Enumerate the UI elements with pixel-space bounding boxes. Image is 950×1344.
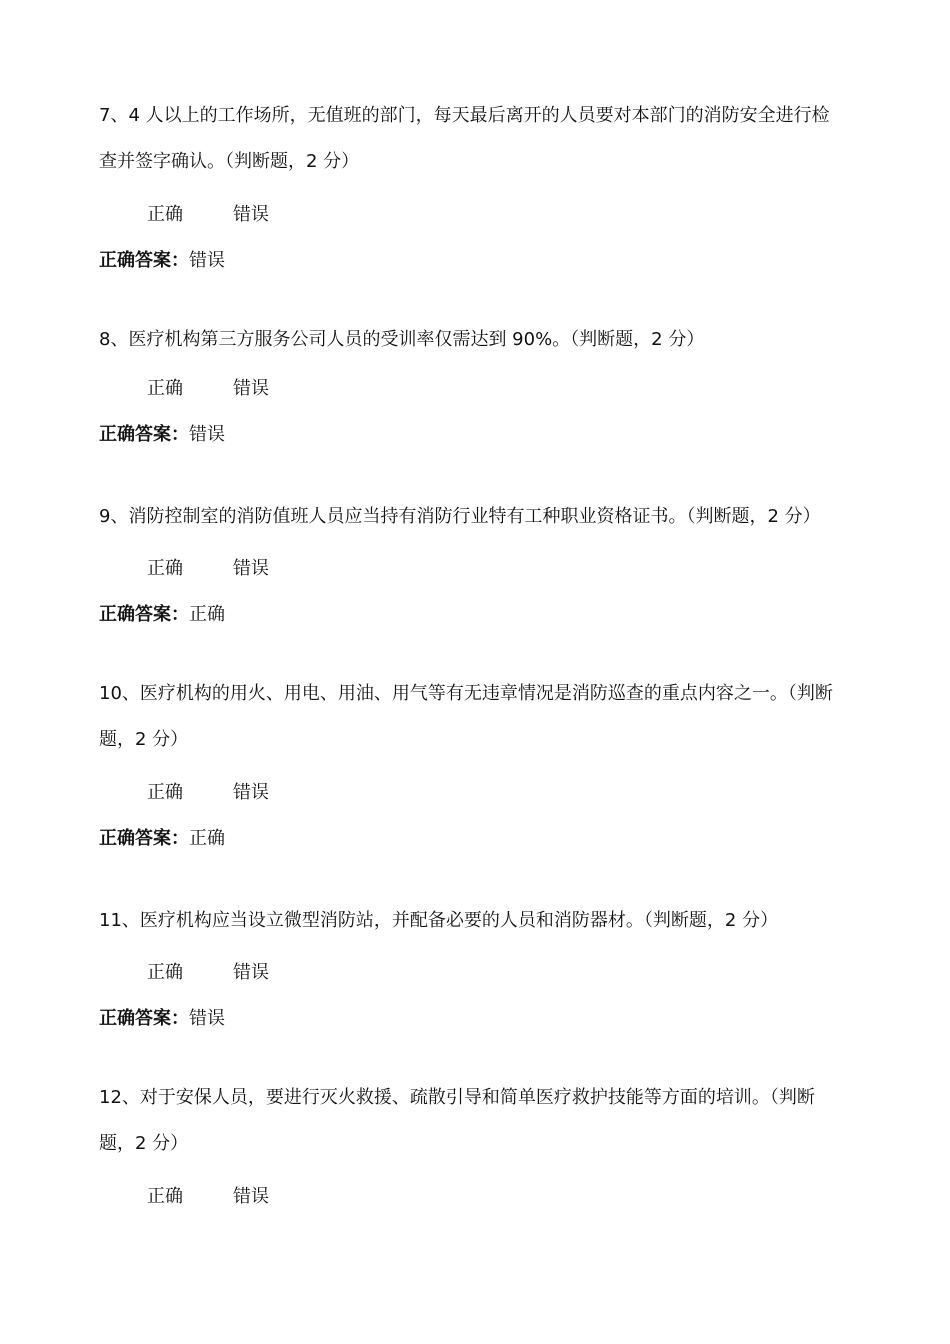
option-correct[interactable]: 正确 (147, 1186, 183, 1207)
answer-value: 错误 (189, 424, 225, 445)
answer-label: 正确答案： (99, 250, 189, 271)
question-11-answer (99, 1007, 225, 1031)
option-wrong[interactable]: 错误 (233, 378, 269, 399)
question-10-text-line-1: 10、医疗机构的用火、用电、用油、用气等有无违章情况是消防巡查的重点内容之一。（判断 (99, 683, 833, 704)
question-12-options (147, 1185, 269, 1209)
question-7-options (147, 203, 269, 227)
option-correct[interactable]: 正确 (147, 204, 183, 225)
question-11-options (147, 961, 269, 985)
question-11-text-line-1: 11、医疗机构应当设立微型消防站，并配备必要的人员和消防器材。（判断题，2 分） (99, 910, 779, 931)
question-12-text-line-1: 12、对于安保人员，要进行灭火救援、疏散引导和简单医疗救护技能等方面的培训。（判断 (99, 1087, 815, 1108)
option-wrong[interactable]: 错误 (233, 962, 269, 983)
answer-label: 正确答案： (99, 1008, 189, 1029)
option-correct[interactable]: 正确 (147, 378, 183, 399)
question-8-answer (99, 423, 225, 447)
question-9-options (147, 557, 269, 581)
option-wrong[interactable]: 错误 (233, 782, 269, 803)
question-8-text-line-1: 8、医疗机构第三方服务公司人员的受训率仅需达到 90%。（判断题，2 分） (99, 329, 705, 350)
answer-label: 正确答案： (99, 424, 189, 445)
option-wrong[interactable]: 错误 (233, 1186, 269, 1207)
answer-label: 正确答案： (99, 828, 189, 849)
question-7-text-line-2: 查并签字确认。（判断题，2 分） (99, 151, 360, 172)
option-correct[interactable]: 正确 (147, 962, 183, 983)
question-10-answer (99, 827, 225, 851)
option-wrong[interactable]: 错误 (233, 558, 269, 579)
question-9-answer (99, 603, 225, 627)
question-8-options (147, 377, 269, 401)
option-correct[interactable]: 正确 (147, 558, 183, 579)
option-correct[interactable]: 正确 (147, 782, 183, 803)
question-12-text-line-2: 题，2 分） (99, 1133, 189, 1154)
question-9-text-line-1: 9、消防控制室的消防值班人员应当持有消防行业特有工种职业资格证书。（判断题，2 分） (99, 506, 821, 527)
answer-label: 正确答案： (99, 604, 189, 625)
question-10-text-line-2: 题，2 分） (99, 729, 189, 750)
answer-value: 错误 (189, 1008, 225, 1029)
question-7-text-line-1: 7、4 人以上的工作场所，无值班的部门，每天最后离开的人员要对本部门的消防安全进行检 (99, 105, 830, 126)
option-wrong[interactable]: 错误 (233, 204, 269, 225)
answer-value: 正确 (189, 604, 225, 625)
answer-value: 正确 (189, 828, 225, 849)
question-7-answer (99, 249, 225, 273)
answer-value: 错误 (189, 250, 225, 271)
question-10-options (147, 781, 269, 805)
